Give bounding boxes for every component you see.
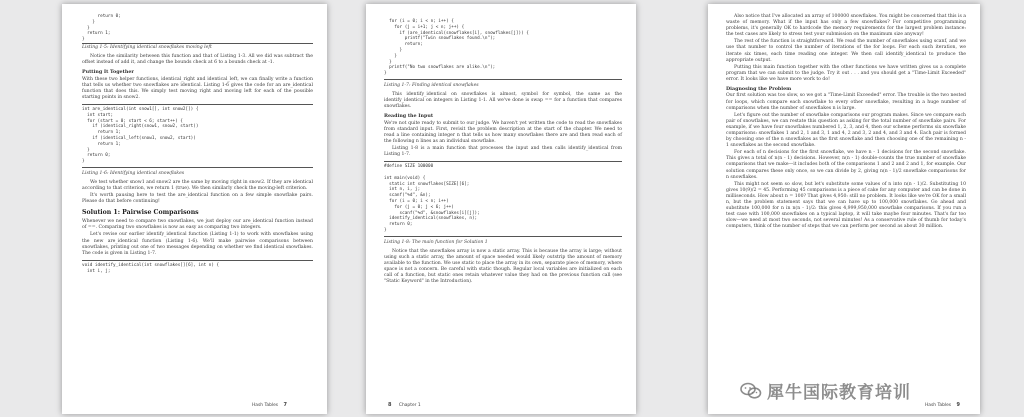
code-listing	[82, 104, 313, 168]
code-text: void identify_identical(int snowflakes[][6], int n) { int i, j;	[82, 262, 220, 274]
page-number: 7	[283, 402, 287, 408]
page-number: 8	[388, 402, 392, 408]
page-footer	[252, 402, 287, 408]
paragraph: The rest of the function is straightforward. We read the number of snowflakes using scanf, and we use that number to control the number of iterations of the for loops. For each such iteration, we iterate six times, each time reading one integer. We then call identify_identical to produce the appropriate output.	[726, 39, 966, 63]
code-snippet: return 0; } } return 1; }	[82, 14, 121, 43]
listing-caption: Listing 1-5: Identifying identical snowflakes moving left	[82, 44, 212, 50]
listing-caption: Listing 1-7: Finding identical snowflakes	[384, 82, 479, 88]
book-page-left	[62, 4, 327, 414]
running-title: Chapter 1	[398, 403, 421, 408]
code-listing	[384, 161, 622, 237]
book-page-middle	[366, 4, 636, 414]
watermark-text: 犀牛国际教育培训	[767, 383, 911, 403]
paragraph: With these two helper functions, identical_right and identical_left, we can finally write a function that tells us whether two snowflakes are identical. Listing 1-6 gives the code for an are_identical function that does this. We simply test moving right and moving left for each of the possible starting points in snow2.	[82, 76, 313, 100]
paragraph: It's worth pausing here to test the are_identical function on a few simple snowflake pairs. Please do that before continuing!	[82, 193, 313, 205]
code-text: int are_identical(int snow1[], int snow2[]) { int start; for (start = 0; start < 6; start++) { if (identical_right(snow1, snow2, start)) return 1; if (identical_left(snow1, snow2, start)) return 1; } return 0; }	[82, 106, 199, 165]
paragraph: Notice the similarity between this function and that of Listing 1-3. All we did was subtract the offset instead of add it, and change the bounds check at 6 to a bounds check at -1.	[82, 53, 313, 66]
paragraph: This might not seem so slow, but let's substitute some values of n into n(n - 1)/2. Substituting 10 gives 10(9)/2 = 45. Performing 45 comparisons is a piece of cake for any computer and can be done in milliseconds. How about n = 100? That gives 4,950: still no problem. It looks like we're OK for a small n, but the problem statement says that we can have up to 100,000 snowflakes. Go ahead and substitute 100,000 for n in n(n - 1)/2: this gives 4,999,950,000 snowflake comparisons. If you run a test case with 100,000 snowflakes on a typical laptop, it will take maybe four minutes. That's far too slow—we need at most two seconds, not several minutes! As a conservative rule of thumb for today's computers, think of the number of steps that we can perform per second as about 30 million.	[726, 181, 966, 230]
page-number: 9	[956, 402, 960, 408]
solution-heading: Solution 1: Pairwise Comparisons	[82, 209, 199, 217]
running-title: Hash Tables	[252, 403, 279, 408]
section-heading: Reading the Input	[384, 113, 434, 120]
paragraph: We test whether snow1 and snow2 are the same by moving right in snow2. If they are identical according to that criterion, we return 1 (true). We then similarly check the moving-left criterion.	[82, 179, 313, 192]
code-text: for (i = 0; i < n; i++) { for (j = i+1; j < n; j++) { if (are_identical(snowflakes[i], snowflakes[j])) { printf("Twin snowflakes found.\n"); return; } } } printf("No two snowflakes are alike.\n"); }	[384, 19, 529, 77]
paragraph: Listing 1-8 is a main function that processes the input and then calls identify_identical from Listing 1-7.	[384, 146, 622, 158]
code-text: #define SIZE 100000 int main(void) { static int snowflakes[SIZE][6]; int n, i, j; scanf("%d", &n); for (i = 0; i < n; i++) for (j = 0; j < 6; j++) scanf("%d", &snowflakes[i][j]); identify_identical(snowflakes, n); return 0; }	[384, 164, 480, 233]
paragraph: Our first solution was too slow, so we got a "Time-Limit Exceeded" error. The trouble is the two nested for loops, which compare each snowflake to every other snowflake, resulting in a huge number of comparisons when the number of snowflakes n is large.	[726, 93, 966, 111]
book-page-right	[708, 4, 980, 414]
listing-caption: Listing 1-6: Identifying identical snowflakes	[82, 170, 185, 176]
paragraph: This identify_identical on snowflakes is almost, symbol for symbol, the same as the identify_identical on integers in Listing 1-1. All we've done is swap == for a function that compares snowflakes.	[384, 91, 622, 110]
paragraph: We're not quite ready to submit to our judge. We haven't yet written the code to read the snowflakes from standard input. First, revisit the problem description at the start of the chapter. We need to read a line containing integer n that tells us how many snowflakes there are and then read each of the following n lines as an individual snowflake.	[384, 120, 622, 144]
paragraph: Notice that the snowflakes array is now a static array. This is because the array is large; without using such a static array, the amount of space needed would likely outstrip the amount of memory available to the function. We use static to place the array in its own, separate piece of memory, where space is not a concern. Be careful with static though. Regular local variables are initialized on each call of a function, but static ones retain whatever value they had on the previous function call (see "Static Keyword" in the Introduction).	[384, 248, 622, 285]
paragraph: For each of n decisions for the first snowflake, we have n - 1 decisions for the second snowflake. This gives a total of n(n - 1) decisions. However, n(n - 1) double-counts the true number of snowflake comparisons that we make—it includes both of the comparisons 1 and 2 and 2 and 1, for example. Our solution compares these only once, so we can divide by 2, giving n(n - 1)/2 snowflake comparisons for n snowflakes.	[726, 150, 966, 180]
code-listing	[384, 17, 622, 80]
paragraph: Let's revise our earlier identify_identical function (Listing 1-1) to work with snowflakes using the new are_identical function (Listing 1-6). We'll make pairwise comparisons between snowflakes, printing out one of two messages depending on whether we find identical snowflakes. The code is given in Listing 1-7.	[82, 232, 313, 256]
paragraph: Putting this main function together with the other functions we have written gives us a complete program that we can submit to the judge. Try it out . . . and you should get a "Time-Limit Exceeded" error. It looks like we have more work to do!	[726, 64, 966, 82]
wechat-icon	[740, 382, 762, 400]
paragraph: Also notice that I've allocated an array of 100000 snowflakes. You might be concerned that this is a waste of memory. What if the input has only a few snowflakes? For competitive programming problems, it's generally OK to hardcode the memory requirements for the largest problem instance: the test cases are likely to stress test your submission on the maximum size anyway!	[726, 14, 966, 38]
page-footer	[388, 402, 421, 408]
paragraph: Whenever we need to compare two snowflakes, we just deploy our are_identical function instead of ==. Comparing two snowflakes is now as easy as comparing two integers.	[82, 219, 313, 231]
running-title: Hash Tables	[925, 403, 952, 408]
section-heading: Diagnosing the Problem	[726, 86, 792, 93]
listing-caption: Listing 1-8: The main function for Solution 1	[384, 239, 488, 245]
code-listing	[82, 260, 313, 277]
section-heading: Putting It Together	[82, 69, 134, 76]
page-footer	[925, 402, 960, 408]
watermark	[740, 378, 911, 403]
paragraph: Let's figure out the number of snowflake comparisons our program makes. Since we compare each pair of snowflakes, we can restate this question as asking for the total number of snowflake pairs. For example, if we have four snowflakes numbered 1, 2, 3, and 4, then our scheme performs six snowflake comparisons: snowflakes 1 and 2, 1 and 3, 1 and 4, 2 and 3, 2 and 4, and 3 and 4. Each pair is formed by choosing one of the n snowflakes as the first snowflake and then choosing one of the remaining n - 1 snowflakes as the second snowflake.	[726, 112, 966, 149]
